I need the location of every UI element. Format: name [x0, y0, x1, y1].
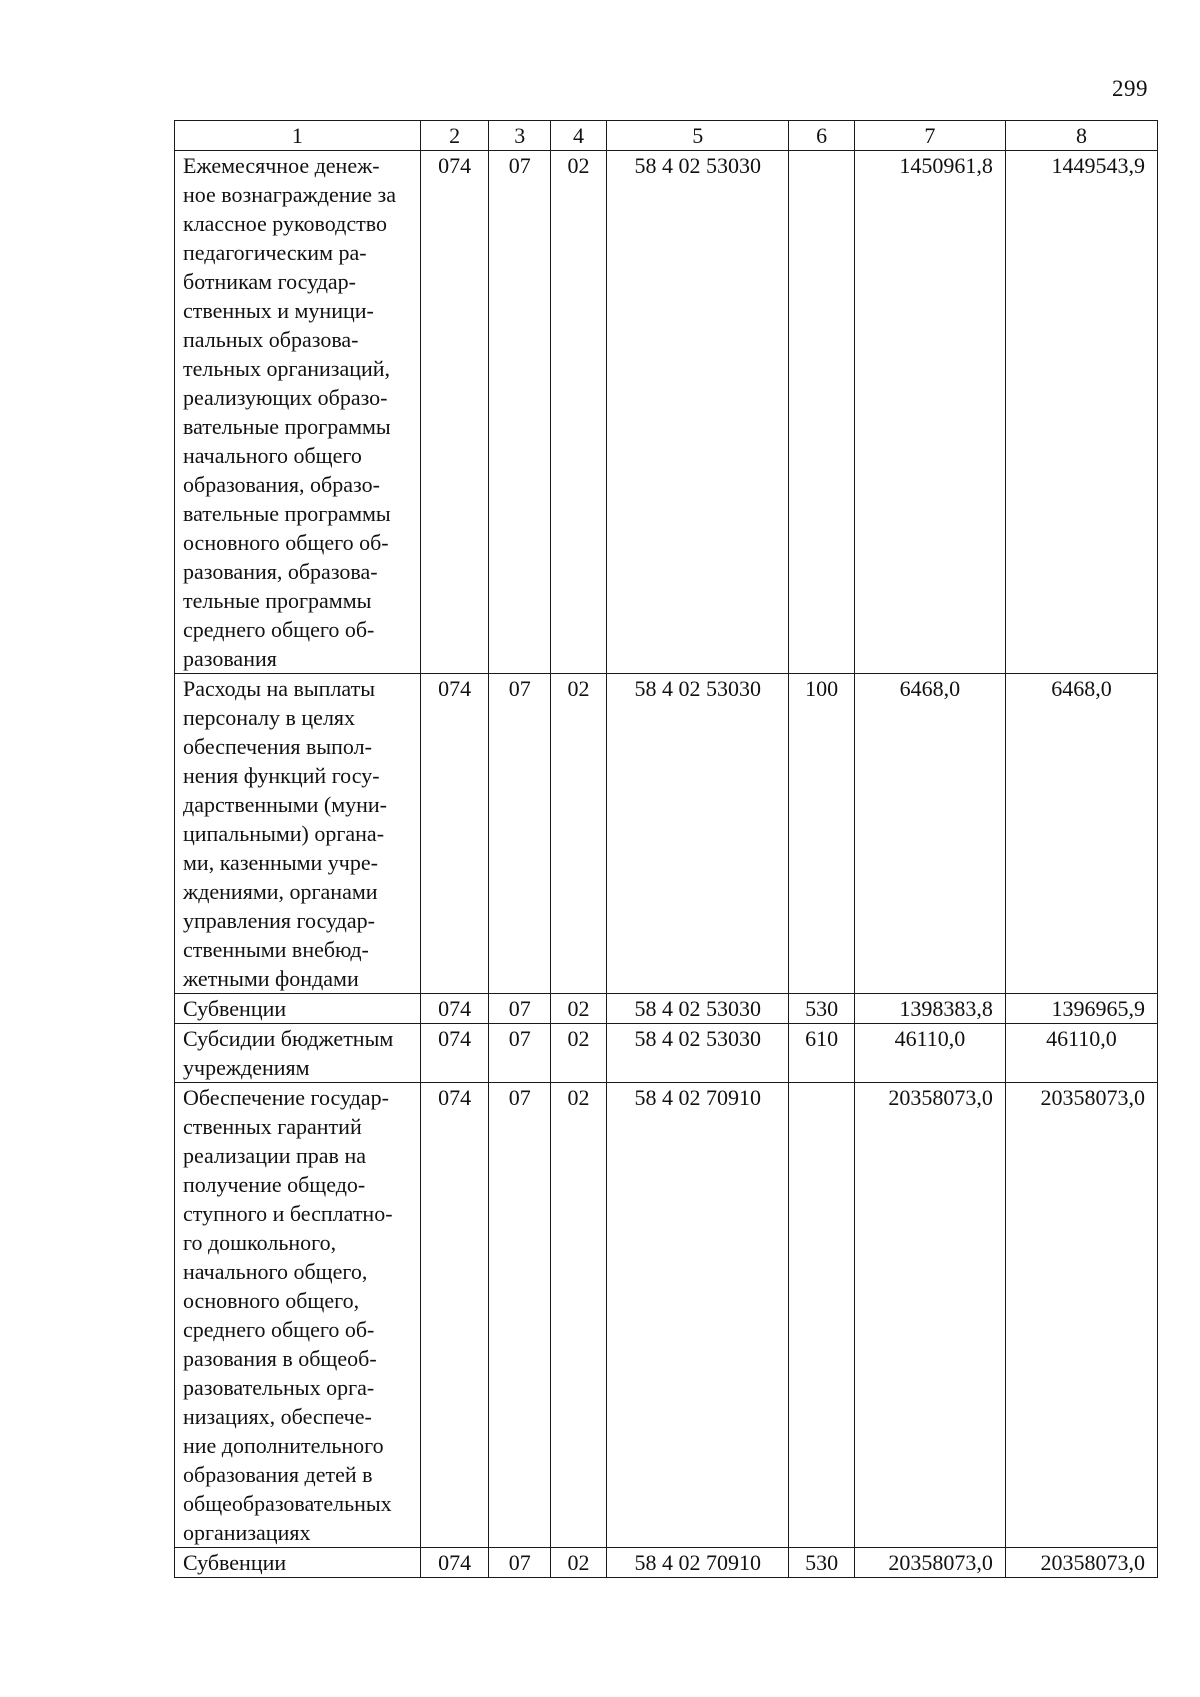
row-name-text: Субвенции [183, 1550, 287, 1575]
table-row [175, 1083, 1158, 1548]
row-cell-subsection: 02 [550, 1083, 606, 1548]
row-cell-amount-2: 20358073,0 [1005, 1083, 1157, 1548]
row-cell-subsection: 02 [550, 151, 606, 674]
row-cell-section: 07 [489, 151, 550, 674]
header-cell-5: 5 [607, 121, 789, 151]
row-cell-amount-1: 1398383,8 [854, 994, 1005, 1024]
budget-table [174, 120, 1158, 1578]
header-cell-4: 4 [550, 121, 606, 151]
table-row [175, 674, 1158, 994]
row-cell-amount-2: 20358073,0 [1005, 1548, 1157, 1578]
row-cell-target-article: 58 4 02 53030 [607, 1024, 789, 1083]
row-name-text: Субсидии бюджетным учреждениям [183, 1026, 394, 1080]
row-cell-target-article: 58 4 02 70910 [607, 1548, 789, 1578]
table-row [175, 994, 1158, 1024]
row-name-cell [175, 994, 421, 1024]
row-cell-subsection: 02 [550, 1024, 606, 1083]
row-cell-expense-type [789, 151, 855, 674]
header-cell-7: 7 [854, 121, 1005, 151]
row-name-cell [175, 151, 421, 674]
header-cell-2: 2 [420, 121, 489, 151]
row-cell-section: 07 [489, 1083, 550, 1548]
row-cell-subsection: 02 [550, 1548, 606, 1578]
row-cell-ministry: 074 [420, 674, 489, 994]
row-cell-ministry: 074 [420, 994, 489, 1024]
header-cell-8: 8 [1005, 121, 1157, 151]
row-cell-expense-type: 530 [789, 1548, 855, 1578]
row-cell-expense-type: 530 [789, 994, 855, 1024]
row-cell-section: 07 [489, 1548, 550, 1578]
row-cell-amount-2: 46110,0 [1005, 1024, 1157, 1083]
row-cell-ministry: 074 [420, 1024, 489, 1083]
table-row [175, 1024, 1158, 1083]
row-cell-expense-type: 100 [789, 674, 855, 994]
row-cell-section: 07 [489, 1024, 550, 1083]
row-cell-section: 07 [489, 674, 550, 994]
row-cell-amount-1: 20358073,0 [854, 1083, 1005, 1548]
table-header-row [175, 121, 1158, 151]
header-cell-1: 1 [175, 121, 421, 151]
row-cell-subsection: 02 [550, 674, 606, 994]
page-number: 299 [1112, 76, 1148, 101]
table-row [175, 151, 1158, 674]
row-cell-expense-type: 610 [789, 1024, 855, 1083]
row-name-cell [175, 1548, 421, 1578]
row-cell-ministry: 074 [420, 1548, 489, 1578]
row-name-text: Ежемесячное денеж- ное вознаграждение за классное руководство педагогическим ра- ботникам государ- ственных и муници- пальных образова- тельных организаций, реализующих образо- вательные программы начального общего образования, образо- вательные программы основного общего об- разования, образова- тельные программы среднего общего об- разования [183, 153, 396, 671]
row-cell-amount-2: 1449543,9 [1005, 151, 1157, 674]
row-cell-subsection: 02 [550, 994, 606, 1024]
row-name-cell [175, 674, 421, 994]
table-row [175, 1548, 1158, 1578]
row-name-cell [175, 1083, 421, 1548]
row-name-text: Расходы на выплаты персоналу в целях обеспечения выпол- нения функций госу- дарственными (муни- ципальными) органа- ми, казенными учре- ждениями, органами управления государ- ственными внебюд- жетными фондами [183, 676, 388, 991]
row-cell-amount-1: 46110,0 [854, 1024, 1005, 1083]
row-cell-target-article: 58 4 02 53030 [607, 994, 789, 1024]
row-cell-amount-1: 6468,0 [854, 674, 1005, 994]
row-name-text: Субвенции [183, 996, 287, 1021]
row-name-cell [175, 1024, 421, 1083]
row-cell-amount-1: 20358073,0 [854, 1548, 1005, 1578]
row-cell-target-article: 58 4 02 53030 [607, 151, 789, 674]
header-cell-3: 3 [489, 121, 550, 151]
row-cell-amount-1: 1450961,8 [854, 151, 1005, 674]
row-cell-amount-2: 6468,0 [1005, 674, 1157, 994]
row-cell-section: 07 [489, 994, 550, 1024]
row-cell-expense-type [789, 1083, 855, 1548]
row-name-text: Обеспечение государ- ственных гарантий реализации прав на получение общедо- ступного и бесплатно- го дошкольного, начального общего, основного общего, среднего общего об- разования в общеоб- разовательных орга- низациях, обеспече- ние дополнительного образования детей в общеобразовательных организациях [183, 1085, 393, 1545]
row-cell-amount-2: 1396965,9 [1005, 994, 1157, 1024]
row-cell-ministry: 074 [420, 151, 489, 674]
row-cell-ministry: 074 [420, 1083, 489, 1548]
header-cell-6: 6 [789, 121, 855, 151]
row-cell-target-article: 58 4 02 70910 [607, 1083, 789, 1548]
row-cell-target-article: 58 4 02 53030 [607, 674, 789, 994]
